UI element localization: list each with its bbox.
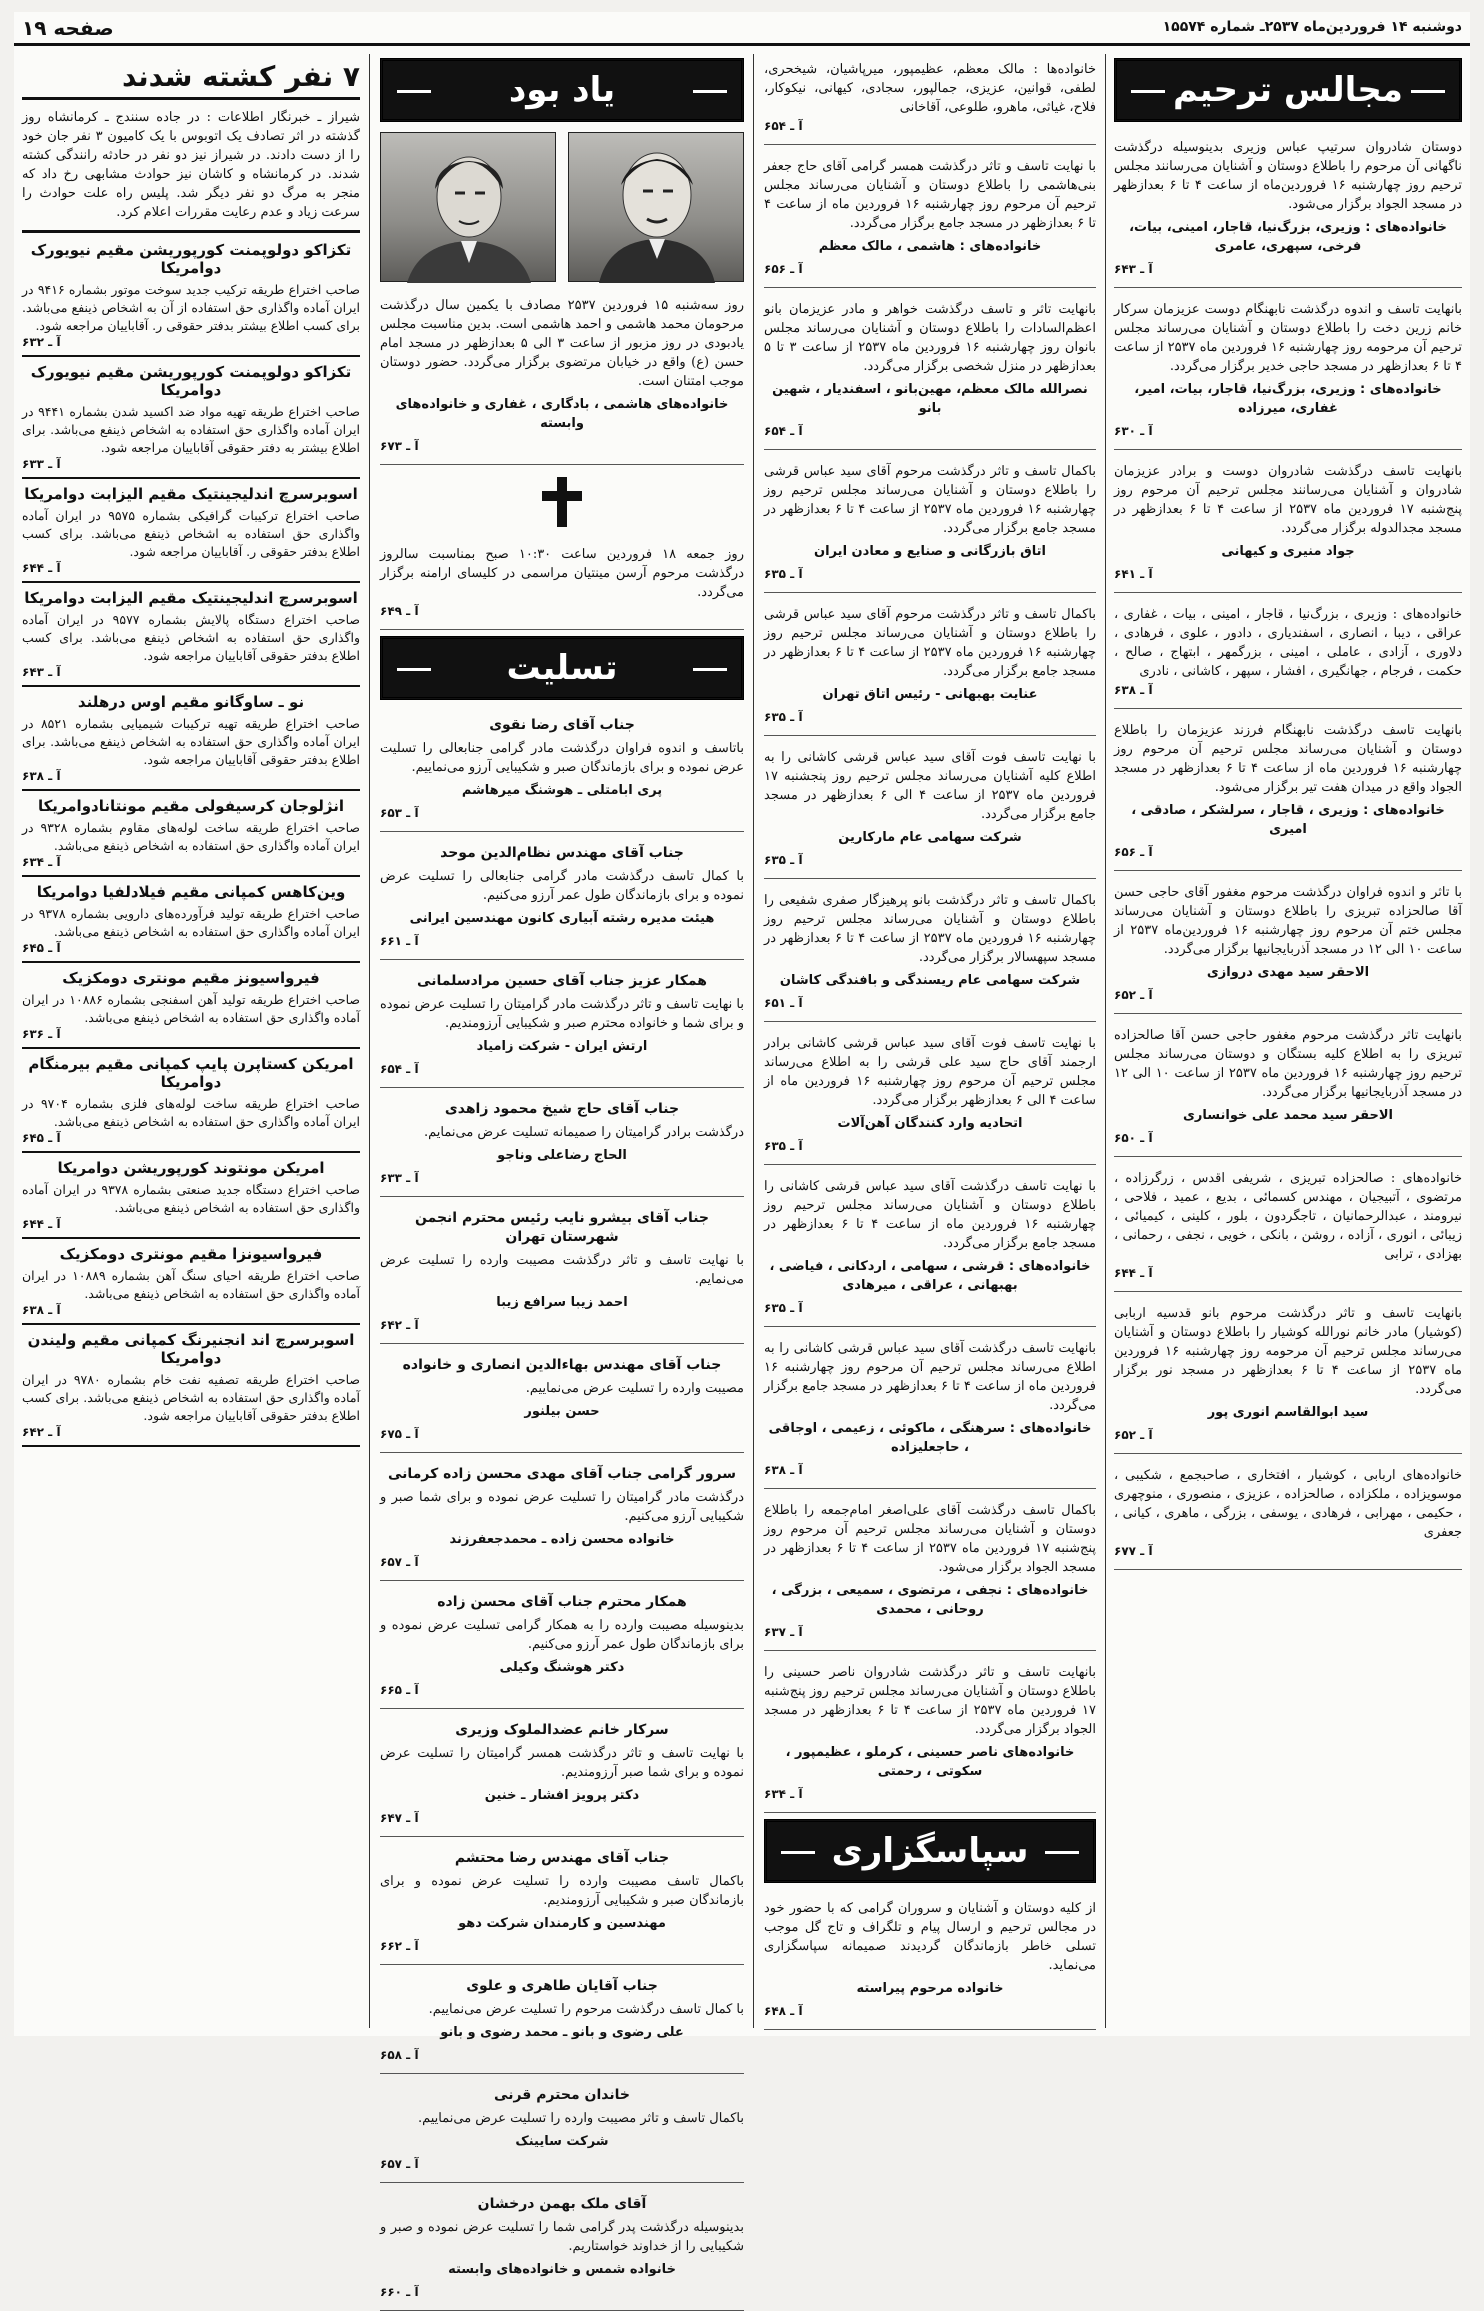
patent-ad-title: فیرواسیونز مقیم مونتری دومکزیک	[62, 969, 320, 987]
majales-notice	[1114, 1298, 1462, 1454]
patent-ad-code: آ ـ ۶۴۳	[22, 665, 61, 679]
patent-ad-title: اسوبرسرچ اند انجنیرنگ کمپانی مقیم ولیندن دوامریکا	[27, 1331, 355, 1367]
condolence-text: با نهایت تاسف و تاثر درگذشت مصیبت وارده را تسلیت عرض می‌نمایم.	[380, 1253, 744, 1287]
notice-code: آ ـ ۶۳۵	[764, 1139, 803, 1153]
patent-ad	[22, 235, 360, 357]
patent-ad-text: صاحب اختراع طریقه ترکیب جدید سوخت موتور بشماره ۹۴۱۶ در ایران آماده واگذاری حق استفاده از آن به اشخاص ذینفع می‌باشد. برای کسب اطلاع بیشتر بدفتر حقوقی ر. آقاباییان مراجعه شود.	[22, 282, 361, 333]
church-code: آ ـ ۶۴۹	[380, 604, 419, 618]
condolence-signature: ارتش ایران - شرکت زامیاد	[476, 1039, 648, 1054]
condolence-text: مصیبت وارده را تسلیت عرض می‌نماییم.	[525, 1381, 744, 1396]
patent-ad	[22, 583, 360, 687]
notice-code: آ ـ ۶۴۱	[1114, 567, 1153, 581]
patent-ad-code: آ ـ ۶۴۴	[22, 1217, 61, 1231]
notice-text: بانهایت تاسف درگذشت شادروان دوست و برادر عزیزمان شادروان و آشنایان می‌رسانند مجلس ترحیم آن مرحوم روز پنج‌شنبه ۱۷ فروردین ماه ۲۵۳۷ از ساعت ۴ تا ۶ بعدازظهر در مسجد مجدالدوله برگزار می‌گردد.	[1114, 464, 1462, 536]
condolence-recipient: جناب آقای مهندس بهاءالدین انصاری و خانواده	[402, 1357, 722, 1373]
patent-ad-text: صاحب اختراع طریقه تهیه ترکیبات شیمیایی بشماره ۸۵۲۱ در ایران آماده واگذاری حق استفاده به اشخاص ذینفع می‌باشد. برای اطلاع بدفتر حقوقی آقاباییان مراجعه شود.	[22, 716, 361, 767]
condolence-recipient: جناب آقایان طاهری و علوی	[466, 1978, 658, 1994]
notice-code: آ ـ ۶۳۸	[1114, 683, 1153, 697]
patent-ad-title: فیرواسیونزا مقیم مونتری دومکزیک	[59, 1245, 323, 1263]
news-body: شیراز ـ خبرنگار اطلاعات : در جاده سنندج ـ کرمانشاه روز گذشته در اثر تصادف یک اتوبوس با یک کامیون ۳ نفر جان خود را از دست دادند. در شیراز نیز دو نفر در حادثه رانندگی کشته شدند. در کرمانشاه و کاشان نیز حوادث مشابهی رخ داد که منجر به مرگ دو نفر دیگر شد. پلیس راه علت حوادث را سرعت زیاد و عدم رعایت مقررات اعلام کرد.	[22, 110, 360, 220]
majales-notice	[1114, 1020, 1462, 1157]
condolence-code: آ ـ ۶۴۷	[380, 1811, 419, 1825]
notice-signature: خانواده‌های : سرهنگی ، ماکوئی ، زعیمی ، اوجاقی ، حاجعلیزاده	[768, 1421, 1092, 1455]
notice-signature: شرکت سهامی عام ریسندگی و بافندگی کاشان	[779, 973, 1081, 988]
patent-ad	[22, 1153, 360, 1239]
patent-ad-code: آ ـ ۶۴۵	[22, 1131, 61, 1145]
condolence-text: با کمال تاسف درگذشت مادر گرامی جنابعالی را تسلیت عرض نموده و برای بازماندگان طول عمر آرزو می‌کنیم.	[380, 869, 744, 903]
condolence-notice	[380, 966, 744, 1088]
notice-text: بانهایت تاثر و تاسف درگذشت خواهر و مادر عزیزمان بانو اعظم‌السادات را باطلاع دوستان و آشنایان می‌رساند مجلس بانوان روز چهارشنبه ۱۶ فروردین ماه ۲۵۳۷ از ساعت ۳ تا ۵ بعدازظهر در منزل شخصی برگزار می‌گردد.	[764, 302, 1096, 374]
sepas-title: سپاسگزاری	[764, 1819, 1096, 1883]
majales-notice	[1114, 456, 1462, 593]
memorial-column	[372, 54, 752, 2299]
condolence-text: درگذشت مادر گرامیتان را تسلیت عرض نموده و برای شما صبر و شکیبایی آرزو می‌کنیم.	[380, 1490, 744, 1524]
middle-notice	[764, 1171, 1096, 1327]
patent-ad	[22, 357, 360, 479]
patent-ad-title: انژلوجان کرسیفولی مقیم مونتانادوامریکا	[37, 797, 345, 815]
patent-ad-title: تکزاکو دولوپمنت کورپوریشن مقیم نیویورک دوامریکا	[30, 363, 352, 399]
condolence-text: بدینوسیله مصیبت وارده را به همکار گرامی تسلیت عرض نموده و برای بازماندگان طول عمر آرزو می‌کنیم.	[380, 1618, 744, 1652]
notice-text: بانهایت تاسف درگذشت آقای سید عباس قرشی کاشانی را به اطلاع می‌رساند مجلس ترحیم آن مرحوم روز چهارشنبه ۱۶ فروردین ماه از ساعت ۴ تا ۶ بعدازظهر در مسجد جامع برگزار می‌گردد.	[764, 1341, 1096, 1413]
notice-code: آ ـ ۶۷۷	[1114, 1544, 1153, 1558]
condolence-code: آ ـ ۶۴۲	[380, 1318, 419, 1332]
notice-code: آ ـ ۶۳۵	[764, 567, 803, 581]
patent-ad-text: صاحب اختراع طریقه تهیه مواد ضد اکسید شدن بشماره ۹۴۴۱ در ایران آماده واگذاری حق استفاده به اشخاص ذینفع می‌باشد. برای اطلاع بیشتر به دفتر حقوقی آقاباییان مراجعه شود.	[22, 404, 361, 455]
notice-text: خانواده‌های اربابی ، کوشیار ، افتخاری ، صاحبجمع ، شکیبی ، موسویزاده ، ملکزاده ، صالحزاده ، عزیزی ، منصوری ، منوچهری ، حکیمی ، مهرابی ، فرهادی ، یوسفی ، بزرگی ، ماهری ، کیانی ، جعفری	[1114, 1468, 1462, 1540]
notice-signature: اتاق بازرگانی و صنایع و معادن ایران	[814, 544, 1046, 559]
condolence-signature: حسن بیلنور	[524, 1404, 600, 1419]
sepas-code: آ ـ ۶۴۸	[764, 2004, 803, 2018]
majales-column	[1106, 54, 1470, 2028]
patent-ad-text: صاحب اختراع طریقه تولید فرآورده‌های دارویی بشماره ۹۳۷۸ در ایران آماده واگذاری حق استفاده به اشخاص ذینفع می‌باشد.	[22, 906, 360, 939]
notice-signature: نصرالله مالک معظم، مهین‌بانو ، اسفندیار ، شهین بانو	[772, 382, 1088, 416]
condolence-notice	[380, 2189, 744, 2311]
page-number: صفحه ۱۹	[22, 16, 114, 40]
patent-ad-text: صاحب اختراع طریقه احیای سنگ آهن بشماره ۱۰۸۸۹ در ایران آماده واگذاری حق استفاده به اشخاص ذینفع می‌باشد.	[22, 1268, 360, 1301]
newspaper-page	[14, 12, 1470, 2299]
condolence-text: با کمال تاسف درگذشت مرحوم را تسلیت عرض می‌نماییم.	[428, 2002, 744, 2017]
notice-code: آ ـ ۶۳۸	[764, 1463, 803, 1477]
majales-notice	[1114, 132, 1462, 288]
middle-notice	[764, 599, 1096, 736]
condolence-recipient: جناب آقای رضا نقوی	[489, 717, 635, 733]
condolence-notice	[380, 1587, 744, 1709]
middle-notice	[764, 1495, 1096, 1651]
portrait-figure	[569, 133, 745, 283]
church-notice	[380, 539, 744, 630]
condolence-notice	[380, 1843, 744, 1965]
condolence-recipient: جناب آقای حاج شیخ محمود زاهدی	[444, 1101, 680, 1117]
notice-code: آ ـ ۶۳۵	[764, 710, 803, 724]
notice-text: باکمال تاسف و تاثر درگذشت مرحوم آقای سید عباس قرشی را باطلاع دوستان و آشنایان می‌رساند مجلس ترحیم روز چهارشنبه ۱۶ فروردین ماه ۲۵۳۷ از ساعت ۴ تا ۶ بعدازظهر در مسجد جامع برگزار می‌گردد.	[764, 464, 1096, 536]
condolence-notice	[380, 1094, 744, 1197]
notice-text: بانهایت تاسف درگذشت نابهنگام فرزند عزیزمان را باطلاع دوستان و آشنایان می‌رساند مجلس ترحیم آن مرحوم روز چهارشنبه ۱۶ فروردین ماه از ساعت ۴ تا ۶ بعدازظهر در مسجد الجواد واقع در میدان هفت تیر برگزار می‌شود.	[1114, 723, 1463, 795]
notice-signature: خانواده‌های : نجفی ، مرتضوی ، سمیعی ، بزرگی ، روحانی ، محمدی	[771, 1583, 1089, 1617]
condolence-code: آ ـ ۶۵۸	[380, 2048, 419, 2062]
notice-text: باکمال تاسف و تاثر درگذشت بانو پرهیزگار صفری شفیعی را باطلاع دوستان و آشنایان می‌رساند مجلس ترحیم روز چهارشنبه ۱۶ فروردین ماه ۲۵۳۷ از ساعت ۴ تا ۶ بعدازظهر در مسجد سپهسالار برگزار می‌گردد.	[764, 893, 1096, 965]
patent-ad	[22, 1325, 360, 1447]
condolence-signature: احمد زیبا سرافع زیبا	[496, 1295, 628, 1310]
middle-notices	[764, 54, 1096, 1813]
middle-notice	[764, 1028, 1096, 1165]
condolence-notice	[380, 1350, 744, 1453]
middle-notice	[764, 151, 1096, 288]
majales-title: مجالس ترحیم	[1114, 58, 1462, 122]
patent-ad	[22, 963, 360, 1049]
patent-ad	[22, 791, 360, 877]
notice-signature: الاحقر سید محمد علی خوانساری	[1183, 1108, 1393, 1123]
notice-code: آ ـ ۶۵۱	[764, 996, 803, 1010]
patent-ad	[22, 1239, 360, 1325]
patent-ad-code: آ ـ ۶۳۸	[22, 1303, 61, 1317]
notice-text: بانهایت تاسف و تاثر درگذشت مرحوم بانو قدسیه اربابی (کوشیار) مادر خانم نورالله کوشیار را باطلاع دوستان و آشنایان می‌رساند مجلس ترحیم آن مرحومه روز چهارشنبه ۱۶ فروردین ماه ۲۵۳۷ از ساعت ۴ تا ۶ بعدازظهر در مسجد نور برگزار می‌گردد.	[1114, 1306, 1463, 1397]
condolence-code: آ ـ ۶۵۷	[380, 1555, 419, 1569]
condolence-signature: خانواده شمس و خانواده‌های وابسته	[448, 2262, 676, 2277]
condolence-notice	[380, 1459, 744, 1581]
condolence-text: بدینوسیله درگذشت پدر گرامی شما را تسلیت عرض نموده و صبر و شکیبایی را از خداوند خواستاریم.	[380, 2220, 744, 2254]
condolence-recipient: جناب آقای بیشرو نایب رئیس محترم انجمن شهرستان تهران	[414, 1210, 710, 1245]
condolence-recipient: همکار عزیز جناب آقای حسین مرادسلمانی	[417, 973, 707, 989]
condolence-code: آ ـ ۶۶۰	[380, 2285, 419, 2299]
notice-code: آ ـ ۶۴۳	[1114, 262, 1153, 276]
notice-text: با نهایت تاسف فوت آقای سید عباس قرشی کاشانی برادر ارجمند آقای حاج سید علی قرشی را به اطلاع می‌رساند مجلس ترحیم آن مرحوم روز چهارشنبه ۱۶ فروردین ماه از ساعت ۴ الی ۶ بعدازظهر برگزار می‌گردد.	[764, 1036, 1096, 1108]
memorial-code: آ ـ ۶۷۳	[380, 439, 419, 453]
patent-ad-text: صاحب اختراع دستگاه جدید صنعتی بشماره ۹۳۷۸ در ایران آماده واگذاری حق استفاده به اشخاص ذینفع می‌باشد.	[22, 1182, 361, 1215]
news-column	[14, 54, 368, 2028]
condolence-signature: الحاج رضاعلی وناجو	[497, 1148, 627, 1163]
patent-ad-code: آ ـ ۶۳۴	[22, 855, 61, 869]
patent-ad-code: آ ـ ۶۳۲	[22, 335, 61, 349]
notice-text: دوستان شادروان سرتیپ عباس وزیری بدینوسیله درگذشت ناگهانی آن مرحوم را باطلاع دوستان و آشنایان می‌رسانند مجلس ترحیم روز چهارشنبه ۱۶ فروردین‌ماه از ساعت ۴ تا ۶ بعدازظهر در مسجد الجواد برگزار می‌شود.	[1114, 140, 1463, 212]
notice-code: آ ـ ۶۳۵	[764, 1301, 803, 1315]
notice-code: آ ـ ۶۵۴	[764, 119, 803, 133]
portrait-photo-right	[568, 132, 744, 282]
cross-icon	[380, 477, 744, 527]
notice-signature: الاحقر سید مهدی دروازی	[1206, 965, 1370, 980]
middle-notice	[764, 54, 1096, 145]
notice-signature: خانواده‌های ناصر حسینی ، کرملو ، عظیمپور ، سکوتی ، رحمتی	[785, 1745, 1075, 1779]
notice-text: بانهایت تاثر درگذشت مرحوم مغفور حاجی حسن آقا صالحزاده تبریزی را به اطلاع کلیه بستگان و دوستان می‌رساند مجلس ترحیم روز چهارشنبه ۱۶ فروردین ماه ۲۵۳۷ از ساعت ۱۰ الی ۱۲ در مسجد آذربایجانیها برگزار می‌گردد.	[1114, 1028, 1462, 1100]
notice-signature: خانواده‌های : وزیری ، قاجار ، سرلشکر ، صادقی ، امیری	[1131, 803, 1445, 837]
notice-signature: خانواده‌های : وزیری، بزرگ‌نیا، قاجار، بیات، امیر، غفاری، میرزاده	[1134, 382, 1442, 416]
patent-ad-code: آ ـ ۶۳۶	[22, 1027, 61, 1041]
majales-notice	[1114, 877, 1462, 1014]
memorial-signature: خانواده‌های هاشمی ، بادگاری ، غفاری و خانواده‌های وابسته	[395, 397, 729, 431]
memorial-notice	[380, 290, 744, 465]
notice-code: آ ـ ۶۳۰	[1114, 424, 1153, 438]
notice-code: آ ـ ۶۳۵	[764, 853, 803, 867]
condolence-text: باکمال تاسف مصیبت وارده را تسلیت عرض نموده و برای بازماندگان صبر و شکیبایی آرزومندیم.	[380, 1874, 744, 1908]
notice-code: آ ـ ۶۵۲	[1114, 1428, 1153, 1442]
sepas-signature: خانواده مرحوم پیراسته	[856, 1981, 1004, 1996]
condolence-code: آ ـ ۶۶۲	[380, 1939, 419, 1953]
notice-signature: عنایت بهبهانی - رئیس اتاق تهران	[822, 687, 1038, 702]
patent-ad	[22, 1049, 360, 1153]
sepas-text: از کلیه دوستان و آشنایان و سروران گرامی که با حضور خود در مجالس ترحیم و ارسال پیام و تلگراف و تاج گل موجب تسلی خاطر بازماندگان گردیدند صمیمانه سپاسگزاری می‌نماید.	[764, 1901, 1096, 1973]
patent-ad-title: اسوبرسرچ اندلیجینتیک مقیم الیزابت دوامریکا	[24, 589, 358, 607]
condolence-signature: خانواده محسن زاده ـ محمدجعفرزند	[449, 1532, 675, 1547]
notice-text: خانواده‌های : وزیری ، بزرگ‌نیا ، قاجار ، امینی ، بیات ، غفاری ، عراقی ، دیبا ، انصاری ، اسفندیاری ، دادور ، علوی ، فرهادی ، دلاوری ، آزادی ، عاملی ، امینی ، بزرگمهر ، ابتهاج ، صالح ، حکمت ، فرجام ، جهانگیری ، افشار ، سپهر ، کاشانی ، نادری	[1114, 607, 1462, 679]
notice-text: بانهایت تاسف و تاثر درگذشت شادروان ناصر حسینی را باطلاع دوستان و آشنایان می‌رساند مجلس ترحیم روز پنج‌شنبه ۱۷ فروردین ماه ۲۵۳۷ از ساعت ۴ تا ۶ بعدازظهر در مسجد الجواد برگزار می‌گردد.	[764, 1665, 1096, 1737]
notice-code: آ ـ ۶۳۴	[764, 1787, 803, 1801]
notice-signature: سید ابوالقاسم انوری پور	[1207, 1405, 1369, 1420]
condolence-text: باتاسف و اندوه فراوان درگذشت مادر گرامی جنابعالی را تسلیت عرض نموده و برای بازماندگان صبر و شکیبایی آرزو می‌نماییم.	[380, 741, 744, 775]
majales-notices	[1114, 132, 1462, 1570]
notice-code: آ ـ ۶۵۴	[764, 424, 803, 438]
patent-ad	[22, 877, 360, 963]
condolence-signature: دکتر پرویز افشار ـ خنین	[484, 1788, 640, 1803]
yadbud-title: یاد بود	[380, 58, 744, 122]
tasliyat-title: تسلیت	[380, 636, 744, 700]
patent-ad-text: صاحب اختراع طریقه تصفیه نفت خام بشماره ۹۷۸۰ در ایران آماده واگذاری حق استفاده به اشخاص ذینفع می‌باشد. برای کسب اطلاع بدفتر حقوقی آقاباییان مراجعه شود.	[22, 1372, 360, 1423]
condolence-recipient: سرور گرامی جناب آقای مهدی محسن زاده کرمانی	[388, 1466, 736, 1482]
condolence-notice	[380, 1203, 744, 1344]
condolence-recipient: جناب آقای مهندس نظام‌الدین موحد	[440, 845, 684, 861]
news-headline: ۷ نفر کشته شدند	[22, 60, 360, 100]
patent-ad-text: صاحب اختراع طریقه ساخت لوله‌های فلزی بشماره ۹۷۰۴ در ایران آماده واگذاری حق استفاده به اشخاص ذینفع می‌باشد.	[22, 1096, 360, 1129]
notice-text: بانهایت تاسف و اندوه درگذشت نابهنگام دوست عزیزمان سرکار خانم زرین دخت را باطلاع دوستان و آشنایان می‌رساند مجلس ترحیم آن مرحومه روز چهارشنبه ۱۶ فروردین ماه ۲۵۳۷ از ساعت ۴ تا ۶ بعدازظهر در مسجد حاجی خدیر برگزار می‌گردد.	[1114, 302, 1462, 374]
majales-notice	[1114, 294, 1462, 450]
patent-ad	[22, 687, 360, 791]
patent-ad-code: آ ـ ۶۴۴	[22, 561, 61, 575]
condolence-code: آ ـ ۶۷۵	[380, 1427, 419, 1441]
condolence-signature: هیئت مدیره رشته آبیاری کانون مهندسین ایرانی	[409, 911, 715, 926]
notice-signature: شرکت سهامی عام مارکارین	[838, 830, 1022, 845]
tasliyat-notices	[380, 710, 744, 2311]
condolence-signature: علی رضوی و بانو ـ محمد رضوی و بانو	[440, 2025, 684, 2040]
condolence-notice	[380, 2080, 744, 2183]
patent-ad-text: صاحب اختراع ترکیبات گرافیکی بشماره ۹۵۷۵ در ایران آماده واگذاری حق استفاده به اشخاص ذینفع می‌باشد. برای کسب اطلاع بدفتر حقوقی ر. آقاباییان مراجعه شود.	[22, 508, 360, 559]
portrait-figure	[381, 133, 557, 283]
notice-code: آ ـ ۶۵۶	[764, 262, 803, 276]
patent-ad-code: آ ـ ۶۳۸	[22, 769, 61, 783]
sepas-notice	[764, 1893, 1096, 2030]
middle-notice	[764, 1333, 1096, 1489]
patent-ad	[22, 479, 360, 583]
patent-ad-text: صاحب اختراع طریقه تولید آهن اسفنجی بشماره ۱۰۸۸۶ در ایران آماده واگذاری حق استفاده به اشخاص ذینفع می‌باشد.	[22, 992, 360, 1025]
condolence-code: آ ـ ۶۶۵	[380, 1683, 419, 1697]
notice-text: خانواده‌ها : مالک معظم، عظیمپور، میرپاشیان، شیخحری، لطفی، قوانین، عزیزی، جمالپور، سجادی، کیهانی، نیکوکار، فلاح، غیاثی، ماهرو، طلوعی، آقاخانی	[764, 62, 1096, 115]
notice-signature: جواد منیری و کیهانی	[1221, 544, 1355, 559]
notice-text: با تاثر و اندوه فراوان درگذشت مرحوم مغفور آقای حاجی حسن آقا صالحزاده تبریزی را باطلاع دوستان و آشنایان می‌رساند مجلس ختم آن مرحوم روز چهارشنبه ۱۶ فروردین‌ماه ۲۵۳۷ از ساعت ۱۰ الی ۱۲ در مسجد آذربایجانیها برگزار می‌گردد.	[1114, 885, 1462, 957]
patent-ad-title: امریکن مونتوند کورپوریشن دوامریکا	[57, 1159, 325, 1177]
patent-ad-text: صاحب اختراع طریقه ساخت لوله‌های مقاوم بشماره ۹۳۲۸ در ایران آماده واگذاری حق استفاده به اشخاص ذینفع می‌باشد.	[22, 820, 360, 853]
condolence-recipient: جناب آقای مهندس رضا محتشم	[454, 1850, 670, 1866]
condolence-text: درگذشت برادر گرامیتان را صمیمانه تسلیت عرض می‌نمایم.	[423, 1125, 744, 1140]
notice-text: باکمال تاسف و تاثر درگذشت مرحوم آقای سید عباس قرشی را باطلاع دوستان و آشنایان می‌رساند مجلس ترحیم روز چهارشنبه ۱۶ فروردین ماه ۲۵۳۷ از ساعت ۴ تا ۶ بعدازظهر در مسجد جامع برگزار می‌گردد.	[764, 607, 1096, 679]
condolence-code: آ ـ ۶۳۳	[380, 1171, 419, 1185]
condolence-recipient: همکار محترم جناب آقای محسن زاده	[437, 1594, 687, 1610]
condolence-code: آ ـ ۶۵۴	[380, 1062, 419, 1076]
running-header	[14, 12, 1470, 46]
condolence-notice	[380, 710, 744, 832]
patent-ad-title: وین‌کاهس کمپانی مقیم فیلادلفیا دوامریکا	[36, 883, 346, 901]
patent-ad-code: آ ـ ۶۴۲	[22, 1425, 61, 1439]
middle-notice	[764, 1657, 1096, 1813]
condolence-code: آ ـ ۶۶۱	[380, 934, 419, 948]
notice-code: آ ـ ۶۵۶	[1114, 845, 1153, 859]
patent-ad-code: آ ـ ۶۴۵	[22, 941, 61, 955]
middle-notice	[764, 294, 1096, 450]
condolence-text: با نهایت تاسف و تاثر درگذشت مادر گرامیتان را تسلیت عرض نموده و برای شما و خانواده محترم صبر و شکیبایی آرزومندیم.	[380, 997, 744, 1031]
notice-signature: خانواده‌های : وزیری، بزرگ‌نیا، قاجار، امینی، بیات، فرخی، سپهری، عامری	[1129, 220, 1447, 254]
majales-notice	[1114, 599, 1462, 709]
middle-notice	[764, 885, 1096, 1022]
condolence-text: با نهایت تاسف و تاثر درگذشت همسر گرامیتان را تسلیت عرض نموده و برای شما صبر آرزومندیم.	[380, 1746, 744, 1780]
condolence-code: آ ـ ۶۵۳	[380, 806, 419, 820]
condolence-signature: مهندسین و کارمندان شرکت دهو	[458, 1916, 666, 1931]
notice-signature: اتحادیه وارد کنندگان آهن‌آلات	[837, 1116, 1023, 1131]
notice-code: آ ـ ۶۳۷	[764, 1625, 803, 1639]
notice-text: باکمال تاسف درگذشت آقای علی‌اصغر امام‌جمعه را باطلاع دوستان و آشنایان می‌رساند مجلس ترحیم آن مرحوم روز پنج‌شنبه ۱۷ فروردین ماه ۲۵۳۷ از ساعت ۴ تا ۶ بعدازظهر در مسجد الجواد برگزار می‌شود.	[764, 1503, 1096, 1575]
condolence-notice	[380, 838, 744, 960]
notice-code: آ ـ ۶۴۴	[1114, 1266, 1153, 1280]
notice-signature: خانواده‌های : قرشی ، سهامی ، اردکانی ، فیاضی ، بهبهانی ، عراقی ، میرهادی	[769, 1259, 1091, 1293]
notice-text: با نهایت تاسف فوت آقای سید عباس قرشی کاشانی را به اطلاع کلیه آشنایان می‌رساند مجلس ترحیم روز پنجشنبه ۱۷ فروردین ماه ۲۵۳۷ از ساعت ۴ الی ۶ بعدازظهر در مسجد جامع برگزار می‌گردد.	[764, 750, 1096, 822]
patent-ads	[22, 235, 360, 1447]
patent-ad-title: اسوبرسرچ اندلیجینتیک مقیم الیزابت دوامریکا	[24, 485, 358, 503]
notice-text: با نهایت تاسف و تاثر درگذشت همسر گرامی آقای حاج جعفر بنی‌هاشمی را باطلاع دوستان و آشنایان می‌رساند مجلس ترحیم آن مرحوم روز چهارشنبه ۱۶ فروردین ماه از ساعت ۴ تا ۶ بعدازظهر در مسجد جامع برگزار می‌گردد.	[764, 159, 1096, 231]
notice-text: با نهایت تاسف درگذشت آقای سید عباس قرشی کاشانی را باطلاع دوستان و آشنایان می‌رساند مجلس ترحیم روز چهارشنبه ۱۶ فروردین ماه از ساعت ۴ تا ۶ بعدازظهر در مسجد جامع برگزار می‌گردد.	[764, 1179, 1097, 1251]
majales-notice	[1114, 1460, 1462, 1570]
notice-code: آ ـ ۶۵۲	[1114, 988, 1153, 1002]
issue-date: دوشنبه ۱۴ فروردین‌ماه ۲۵۳۷ـ شماره ۱۵۵۷۴	[1162, 19, 1462, 35]
patent-ad-text: صاحب اختراع دستگاه پالایش بشماره ۹۵۷۷ در ایران آماده واگذاری حق استفاده به اشخاص ذینفع می‌باشد. برای کسب اطلاع بدفتر حقوقی آقاباییان مراجعه شود.	[22, 612, 360, 663]
majales-notice	[1114, 1163, 1462, 1292]
patent-ad-title: نو ـ ساوگانو مقیم اوس درهلند	[77, 693, 305, 711]
notice-signature: خانواده‌های : هاشمی ، مالک معظم	[818, 239, 1042, 254]
church-text: روز جمعه ۱۸ فروردین ساعت ۱۰:۳۰ صبح بمناسبت سالروز درگذشت مرحوم آرسن مینتیان مراسمی در کلیسای ارامنه برگزار می‌گردد.	[380, 547, 744, 600]
condolence-signature: شرکت سایینک	[515, 2134, 609, 2149]
condolence-recipient: سرکار خانم عضدالملوک وزیری	[455, 1722, 669, 1738]
majales-notice	[1114, 715, 1462, 871]
condolence-code: آ ـ ۶۵۷	[380, 2157, 419, 2171]
condolence-signature: دکتر هوشنگ وکیلی	[499, 1660, 625, 1675]
patent-ad-title: امریکن کستاپرن پایپ کمپانی مقیم بیرمنگام دوامریکا	[28, 1055, 354, 1091]
patent-ad-title: تکزاکو دولوپمنت کورپوریشن مقیم نیویورک دوامریکا	[30, 241, 352, 277]
condolence-text: باکمال تاسف و تاثر مصیبت وارده را تسلیت عرض می‌نماییم.	[417, 2111, 744, 2126]
condolence-notice	[380, 1715, 744, 1837]
patent-ad-code: آ ـ ۶۳۳	[22, 457, 61, 471]
middle-notice	[764, 456, 1096, 593]
condolence-signature: پری ابامتلی ـ هوشنگ میرهاشم	[461, 783, 663, 798]
memorial-photos	[380, 132, 744, 282]
memorial-text: روز سه‌شنبه ۱۵ فروردین ۲۵۳۷ مصادف با یکمین سال درگذشت مرحومان محمد هاشمی و احمد هاشمی است. بدین مناسبت مجلس یادبودی در روز مزبور از ساعت ۳ الی ۵ بعدازظهر در مسجد امام حسن (ع) واقع در خیابان مرتضوی برگزار می‌گردد. حضور دوستان موجب امتنان است.	[380, 298, 745, 389]
condolence-notice	[380, 1971, 744, 2074]
portrait-photo-left	[380, 132, 556, 282]
condolence-recipient: خاندان محترم قرنی	[494, 2087, 630, 2103]
notice-code: آ ـ ۶۵۰	[1114, 1131, 1153, 1145]
middle-notice	[764, 742, 1096, 879]
middle-column	[756, 54, 1104, 2028]
condolence-recipient: آقای ملک بهمن درخشان	[477, 2196, 647, 2212]
notice-text: خانواده‌های : صالحزاده تبریزی ، شریفی اقدس ، زرگرزاده ، مرتضوی ، آتبیجیان ، مهندس کسمائی ، بدیع ، عمید ، فلاحی ، نیرومند ، عبدالرحمانیان ، تاجگردون ، بلور ، کلینی ، کیمیائی ، زیبائی ، انوری ، آزاده ، روشن ، بانکی ، خویی ، نجفی ، رحمانی ، بهزادی ، ترابی	[1114, 1171, 1462, 1262]
